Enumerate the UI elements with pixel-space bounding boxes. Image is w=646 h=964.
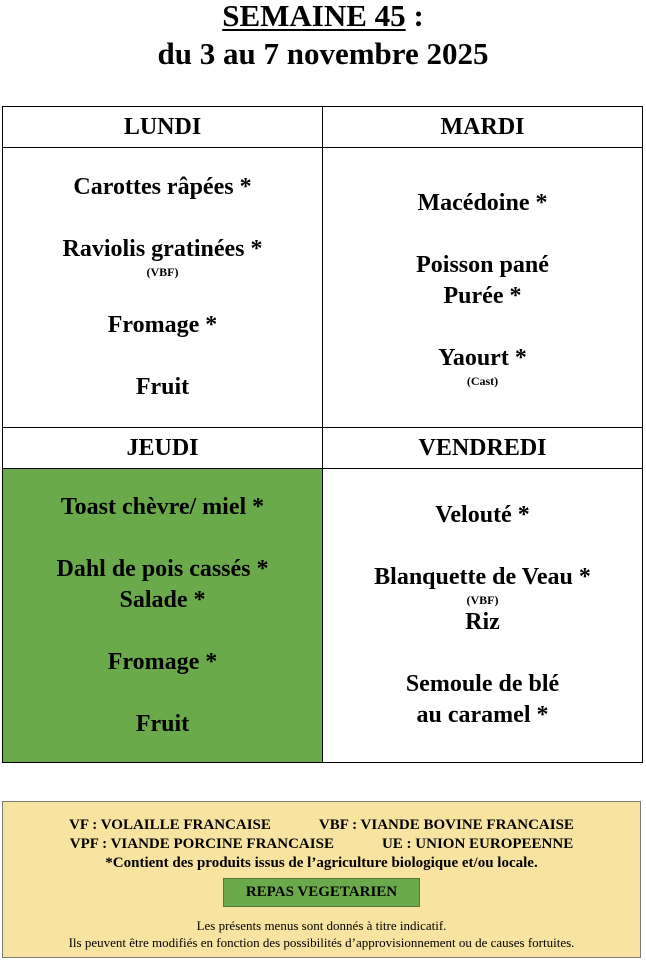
dish-dessert: Fruit xyxy=(135,374,190,400)
vegetarian-badge: REPAS VEGETARIEN xyxy=(223,878,420,907)
day-header-thursday: JEUDI xyxy=(3,428,323,469)
dish-dessert: Yaourt * xyxy=(438,344,527,371)
week-dates: du 3 au 7 novembre 2025 xyxy=(157,36,489,71)
dish-main: Dahl de pois cassés * xyxy=(56,555,269,582)
weekly-menu-table xyxy=(2,106,643,763)
dish-side: Salade * xyxy=(119,586,206,613)
legend-row-1 xyxy=(3,816,640,834)
dish-dessert-line2: au caramel * xyxy=(416,702,549,728)
dish-starter: Velouté * xyxy=(435,502,530,528)
dish-side: Purée * xyxy=(443,282,522,309)
dish-main: Blanquette de Veau * xyxy=(374,564,591,590)
legend-organic-note: *Contient des produits issus de l’agriculture biologique et/ou locale. xyxy=(105,855,538,871)
day-header-tuesday: MARDI xyxy=(323,107,643,148)
dish-cheese: Fromage * xyxy=(107,312,218,338)
dish-side: Riz xyxy=(465,609,500,635)
legend-box xyxy=(2,801,641,958)
disclaimer-line-1: Les présents menus sont donnés à titre indicatif. xyxy=(196,918,447,933)
legend-vpf: VPF : VIANDE PORCINE FRANCAISE xyxy=(69,836,334,852)
week-suffix: : xyxy=(405,0,424,33)
menu-cell-tuesday xyxy=(323,148,643,428)
day-header-friday: VENDREDI xyxy=(323,428,643,469)
day-header-monday: LUNDI xyxy=(3,107,323,148)
legend-vf: VF : VOLAILLE FRANCAISE xyxy=(69,817,271,833)
dish-starter: Macédoine * xyxy=(417,189,548,216)
legend-row-2 xyxy=(3,835,640,853)
dish-starter: Carottes râpées * xyxy=(73,174,252,200)
week-label: SEMAINE 45 xyxy=(222,0,406,33)
menu-cell-monday xyxy=(3,148,323,428)
legend-vbf: VBF : VIANDE BOVINE FRANCAISE xyxy=(318,817,574,833)
dish-dessert: Fruit xyxy=(135,710,190,737)
disclaimer-line-2: Ils peuvent être modifiés en fonction des possibilités d’approvisionnement ou de causes fortuites. xyxy=(68,935,575,950)
dish-origin-note: (VBF) xyxy=(466,593,499,607)
menu-cell-thursday-vegetarian xyxy=(3,469,323,763)
menu-cell-friday xyxy=(323,469,643,763)
dish-starter: Toast chèvre/ miel * xyxy=(60,493,265,520)
dish-dessert-line1: Semoule de blé xyxy=(405,671,560,697)
week-title xyxy=(0,0,646,31)
dish-cheese: Fromage * xyxy=(107,648,218,675)
dish-origin-note: (VBF) xyxy=(146,265,179,279)
dish-note: (Cast) xyxy=(466,373,499,388)
dish-main: Poisson pané xyxy=(416,251,549,278)
legend-ue: UE : UNION EUROPEENNE xyxy=(381,836,574,852)
dish-main: Raviolis gratinées * xyxy=(62,236,263,262)
